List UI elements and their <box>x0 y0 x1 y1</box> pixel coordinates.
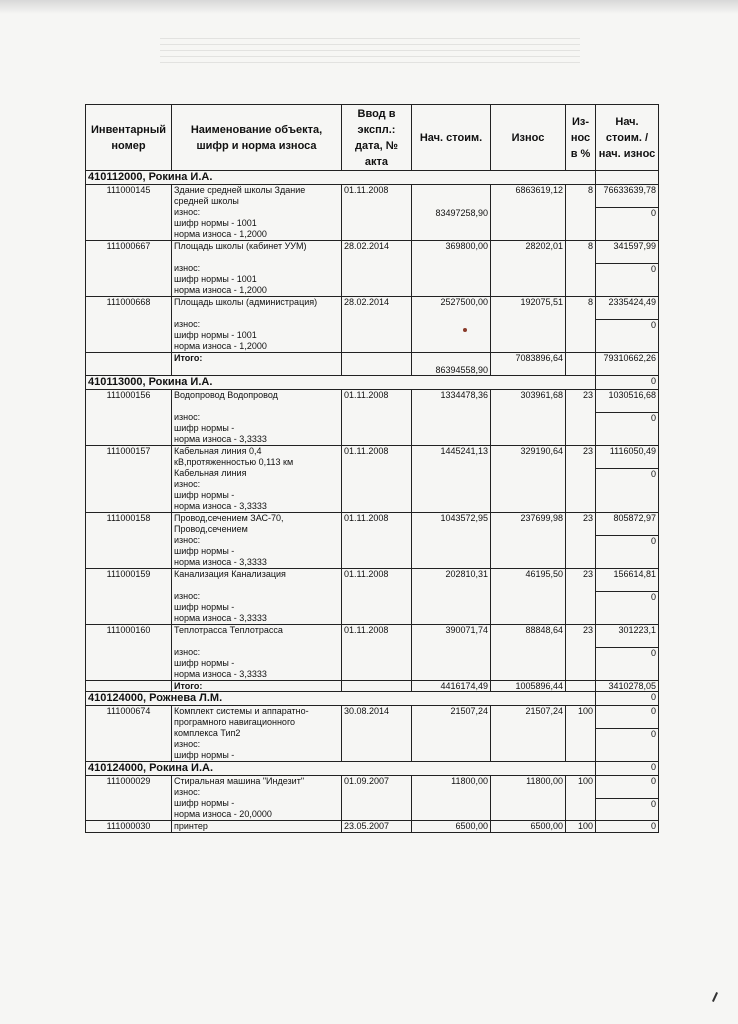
depreciation: 88848,64 <box>491 625 566 681</box>
initial-depreciation: 0 <box>596 591 658 603</box>
commissioning-date: 01.11.2008 <box>342 446 412 513</box>
group-title: 410124000, Рокина И.А. <box>86 762 596 776</box>
spacer <box>598 787 656 798</box>
inventory-number: 111000160 <box>86 625 172 681</box>
name-line: норма износа - 1,2000 <box>174 285 267 295</box>
object-name <box>172 241 342 297</box>
pen-mark <box>712 992 718 1002</box>
initial-cost: 390071,74 <box>412 625 491 681</box>
name-line: норма износа - 1,2000 <box>174 341 267 351</box>
inventory-number: 111000668 <box>86 297 172 353</box>
col-header-inventory-number: Инвентарный номер <box>86 105 172 171</box>
inventory-number: 111000158 <box>86 513 172 569</box>
total-label: Итого: <box>172 681 342 692</box>
cost-ratio-cell <box>596 513 659 569</box>
ink-dot <box>463 328 467 332</box>
commissioning-date: 01.11.2008 <box>342 390 412 446</box>
cost-ratio: 341597,99 <box>613 241 656 251</box>
cost-ratio: 76633639,78 <box>603 185 656 195</box>
name-line: износ: <box>174 207 201 217</box>
name-line: шифр нормы - 1001 <box>174 330 257 340</box>
name-line: Провод,сечением <box>174 524 248 534</box>
cost-ratio: 1030516,68 <box>608 390 656 400</box>
name-line: шифр нормы - <box>174 602 235 612</box>
table-row <box>86 185 659 241</box>
spacer <box>598 457 656 468</box>
col-header-depreciation-percent: Из-нос в % <box>566 105 596 171</box>
name-line: шифр нормы - <box>174 423 235 433</box>
name-line: средней школы <box>174 196 239 206</box>
table-row <box>86 776 659 821</box>
table-row <box>86 446 659 513</box>
table-body <box>86 171 659 833</box>
name-line: износ: <box>174 412 201 422</box>
name-line: Площадь школы (кабинет УУМ) <box>174 241 307 251</box>
depreciation-percent: 23 <box>566 569 596 625</box>
name-line: норма износа - 3,3333 <box>174 434 267 444</box>
total-initial-cost: 4416174,49 <box>412 681 491 692</box>
name-line: износ: <box>174 263 201 273</box>
object-name <box>172 706 342 762</box>
total-blank <box>342 353 412 376</box>
inventory-number: 111000159 <box>86 569 172 625</box>
object-name <box>172 185 342 241</box>
cost-ratio: 0 <box>650 776 656 786</box>
commissioning-date: 01.09.2007 <box>342 776 412 821</box>
spacer <box>598 252 656 263</box>
name-line: износ: <box>174 319 201 329</box>
depreciation-percent: 23 <box>566 446 596 513</box>
bleed-through-text <box>160 38 580 68</box>
cost-ratio-cell <box>596 390 659 446</box>
initial-cost: 1445241,13 <box>412 446 491 513</box>
group-row <box>86 376 659 390</box>
depreciation-percent: 23 <box>566 513 596 569</box>
inventory-number: 111000667 <box>86 241 172 297</box>
group-row <box>86 692 659 706</box>
object-name <box>172 821 342 833</box>
table-row <box>86 390 659 446</box>
col-header-initial-cost: Нач. стоим. <box>412 105 491 171</box>
total-blank <box>86 353 172 376</box>
spacer <box>598 524 656 535</box>
depreciation: 11800,00 <box>491 776 566 821</box>
name-line: норма износа - 3,3333 <box>174 501 267 511</box>
initial-depreciation: 0 <box>596 798 658 810</box>
name-line: износ: <box>174 739 201 749</box>
col-header-object-name: Наименование объекта, шифр и норма износа <box>172 105 342 171</box>
cost-ratio-cell <box>596 569 659 625</box>
spacer <box>598 580 656 591</box>
commissioning-date: 28.02.2014 <box>342 241 412 297</box>
name-line: Комплект системы и аппаратно- <box>174 706 309 716</box>
depreciation: 6500,00 <box>491 821 566 833</box>
name-line: кВ,протяженностью 0,113 км <box>174 457 294 467</box>
name-line <box>174 308 339 319</box>
group-title: 410113000, Рокина И.А. <box>86 376 596 390</box>
name-line: шифр нормы - <box>174 546 235 556</box>
total-depreciation: 7083896,64 <box>491 353 566 376</box>
inventory-number: 111000030 <box>86 821 172 833</box>
cost-ratio: 0 <box>650 821 656 831</box>
name-line: износ: <box>174 479 201 489</box>
total-blank <box>566 353 596 376</box>
name-line: шифр нормы - <box>174 798 235 808</box>
initial-cost: 202810,31 <box>412 569 491 625</box>
name-line: норма износа - 3,3333 <box>174 613 267 623</box>
name-line <box>174 580 339 591</box>
initial-depreciation: 0 <box>596 468 658 480</box>
name-line: Стиральная машина "Индезит" <box>174 776 305 786</box>
depreciation: 6863619,12 <box>491 185 566 241</box>
depreciation-percent: 8 <box>566 297 596 353</box>
name-line: износ: <box>174 535 201 545</box>
col-header-depreciation: Износ <box>491 105 566 171</box>
inventory-number: 111000156 <box>86 390 172 446</box>
total-depreciation: 1005896,44 <box>491 681 566 692</box>
group-ratio: 0 <box>596 762 659 776</box>
name-line: принтер <box>174 821 208 831</box>
name-line: норма износа - 20,0000 <box>174 809 272 819</box>
name-line: Канализация Канализация <box>174 569 286 579</box>
total-cost-ratio: 79310662,26 <box>596 353 659 376</box>
col-header-cost-ratio: Нач. стоим. / нач. износ <box>596 105 659 171</box>
inventory-number: 111000145 <box>86 185 172 241</box>
scan-edge <box>0 0 738 14</box>
object-name <box>172 569 342 625</box>
name-line: Кабельная линия 0,4 <box>174 446 262 456</box>
name-line <box>174 636 339 647</box>
initial-depreciation: 0 <box>596 319 658 331</box>
table-row <box>86 706 659 762</box>
group-ratio <box>596 171 659 185</box>
object-name <box>172 625 342 681</box>
name-line: износ: <box>174 787 201 797</box>
col-header-commissioning: Ввод в экспл.: дата, № акта <box>342 105 412 171</box>
total-row <box>86 681 659 692</box>
initial-cost: 369800,00 <box>412 241 491 297</box>
name-line: Провод,сечением ЗАС-70, <box>174 513 284 523</box>
inventory-number: 111000157 <box>86 446 172 513</box>
cost-ratio: 0 <box>650 706 656 716</box>
cost-ratio-cell <box>596 706 659 762</box>
depreciation-percent: 100 <box>566 821 596 833</box>
initial-depreciation: 0 <box>596 647 658 659</box>
name-line: норма износа - 3,3333 <box>174 669 267 679</box>
depreciation-percent: 23 <box>566 390 596 446</box>
commissioning-date: 01.11.2008 <box>342 185 412 241</box>
depreciation: 192075,51 <box>491 297 566 353</box>
commissioning-date: 30.08.2014 <box>342 706 412 762</box>
cost-ratio: 2335424,49 <box>608 297 656 307</box>
name-line: шифр нормы - 1001 <box>174 218 257 228</box>
depreciation-percent: 8 <box>566 241 596 297</box>
depreciation-percent: 23 <box>566 625 596 681</box>
name-line: Площадь школы (администрация) <box>174 297 318 307</box>
name-line: шифр нормы - <box>174 490 235 500</box>
name-line <box>174 252 339 263</box>
total-initial-cost: 86394558,90 <box>412 353 491 376</box>
group-ratio: 0 <box>596 376 659 390</box>
depreciation: 28202,01 <box>491 241 566 297</box>
table-row <box>86 625 659 681</box>
table-header <box>86 105 659 171</box>
object-name <box>172 390 342 446</box>
spacer <box>598 401 656 412</box>
spacer <box>598 308 656 319</box>
inventory-number: 111000029 <box>86 776 172 821</box>
total-cost-ratio: 3410278,05 <box>596 681 659 692</box>
depreciation: 329190,64 <box>491 446 566 513</box>
group-title: 410124000, Рожнева Л.М. <box>86 692 596 706</box>
table-row <box>86 569 659 625</box>
name-line: шифр нормы - <box>174 658 235 668</box>
cost-ratio-cell <box>596 625 659 681</box>
table-row <box>86 513 659 569</box>
name-line <box>174 401 339 412</box>
cost-ratio: 805872,97 <box>613 513 656 523</box>
cost-ratio: 301223,1 <box>618 625 656 635</box>
name-line: Кабельная линия <box>174 468 247 478</box>
name-line: Здание средней школы Здание <box>174 185 306 195</box>
initial-cost: 21507,24 <box>412 706 491 762</box>
group-ratio: 0 <box>596 692 659 706</box>
name-line: шифр нормы - 1001 <box>174 274 257 284</box>
total-blank <box>566 681 596 692</box>
initial-depreciation: 0 <box>596 728 658 740</box>
spacer <box>598 636 656 647</box>
inventory-table <box>85 104 659 833</box>
name-line: комплекса Тип2 <box>174 728 241 738</box>
depreciation-percent: 8 <box>566 185 596 241</box>
cost-ratio-cell <box>596 241 659 297</box>
total-blank <box>86 681 172 692</box>
name-line: износ: <box>174 647 201 657</box>
cost-ratio: 156614,81 <box>613 569 656 579</box>
initial-depreciation: 0 <box>596 412 658 424</box>
depreciation: 21507,24 <box>491 706 566 762</box>
initial-cost: 2527500,00 <box>412 297 491 353</box>
group-row <box>86 171 659 185</box>
name-line: износ: <box>174 591 201 601</box>
table-row <box>86 821 659 833</box>
initial-cost: 1043572,95 <box>412 513 491 569</box>
initial-depreciation: 0 <box>596 207 658 219</box>
name-line: Теплотрасса Теплотрасса <box>174 625 283 635</box>
name-line: шифр нормы - <box>174 750 235 760</box>
total-row <box>86 353 659 376</box>
commissioning-date: 01.11.2008 <box>342 569 412 625</box>
initial-cost: 1334478,36 <box>412 390 491 446</box>
depreciation-percent: 100 <box>566 776 596 821</box>
commissioning-date: 28.02.2014 <box>342 297 412 353</box>
commissioning-date: 01.11.2008 <box>342 513 412 569</box>
initial-depreciation: 0 <box>596 535 658 547</box>
total-blank <box>342 681 412 692</box>
object-name <box>172 446 342 513</box>
name-line: норма износа - 1,2000 <box>174 229 267 239</box>
depreciation-percent: 100 <box>566 706 596 762</box>
depreciation: 303961,68 <box>491 390 566 446</box>
group-row <box>86 762 659 776</box>
cost-ratio-cell <box>596 297 659 353</box>
spacer <box>598 196 656 207</box>
initial-cost: 11800,00 <box>412 776 491 821</box>
name-line: Водопровод Водопровод <box>174 390 278 400</box>
name-line: норма износа - 3,3333 <box>174 557 267 567</box>
table-row <box>86 241 659 297</box>
initial-depreciation: 0 <box>596 263 658 275</box>
depreciation: 237699,98 <box>491 513 566 569</box>
table-row <box>86 297 659 353</box>
cost-ratio-cell <box>596 185 659 241</box>
inventory-number: 111000674 <box>86 706 172 762</box>
initial-cost: 6500,00 <box>412 821 491 833</box>
name-line: програмного навигационного <box>174 717 296 727</box>
commissioning-date: 23.05.2007 <box>342 821 412 833</box>
cost-ratio-cell <box>596 776 659 821</box>
total-label: Итого: <box>172 353 342 376</box>
commissioning-date: 01.11.2008 <box>342 625 412 681</box>
spacer <box>598 717 656 728</box>
depreciation: 46195,50 <box>491 569 566 625</box>
group-title: 410112000, Рокина И.А. <box>86 171 596 185</box>
object-name <box>172 513 342 569</box>
cost-ratio-cell <box>596 821 659 833</box>
cost-ratio-cell <box>596 446 659 513</box>
initial-cost: 83497258,90 <box>412 185 491 241</box>
object-name <box>172 776 342 821</box>
cost-ratio: 1116050,49 <box>609 446 656 456</box>
object-name <box>172 297 342 353</box>
